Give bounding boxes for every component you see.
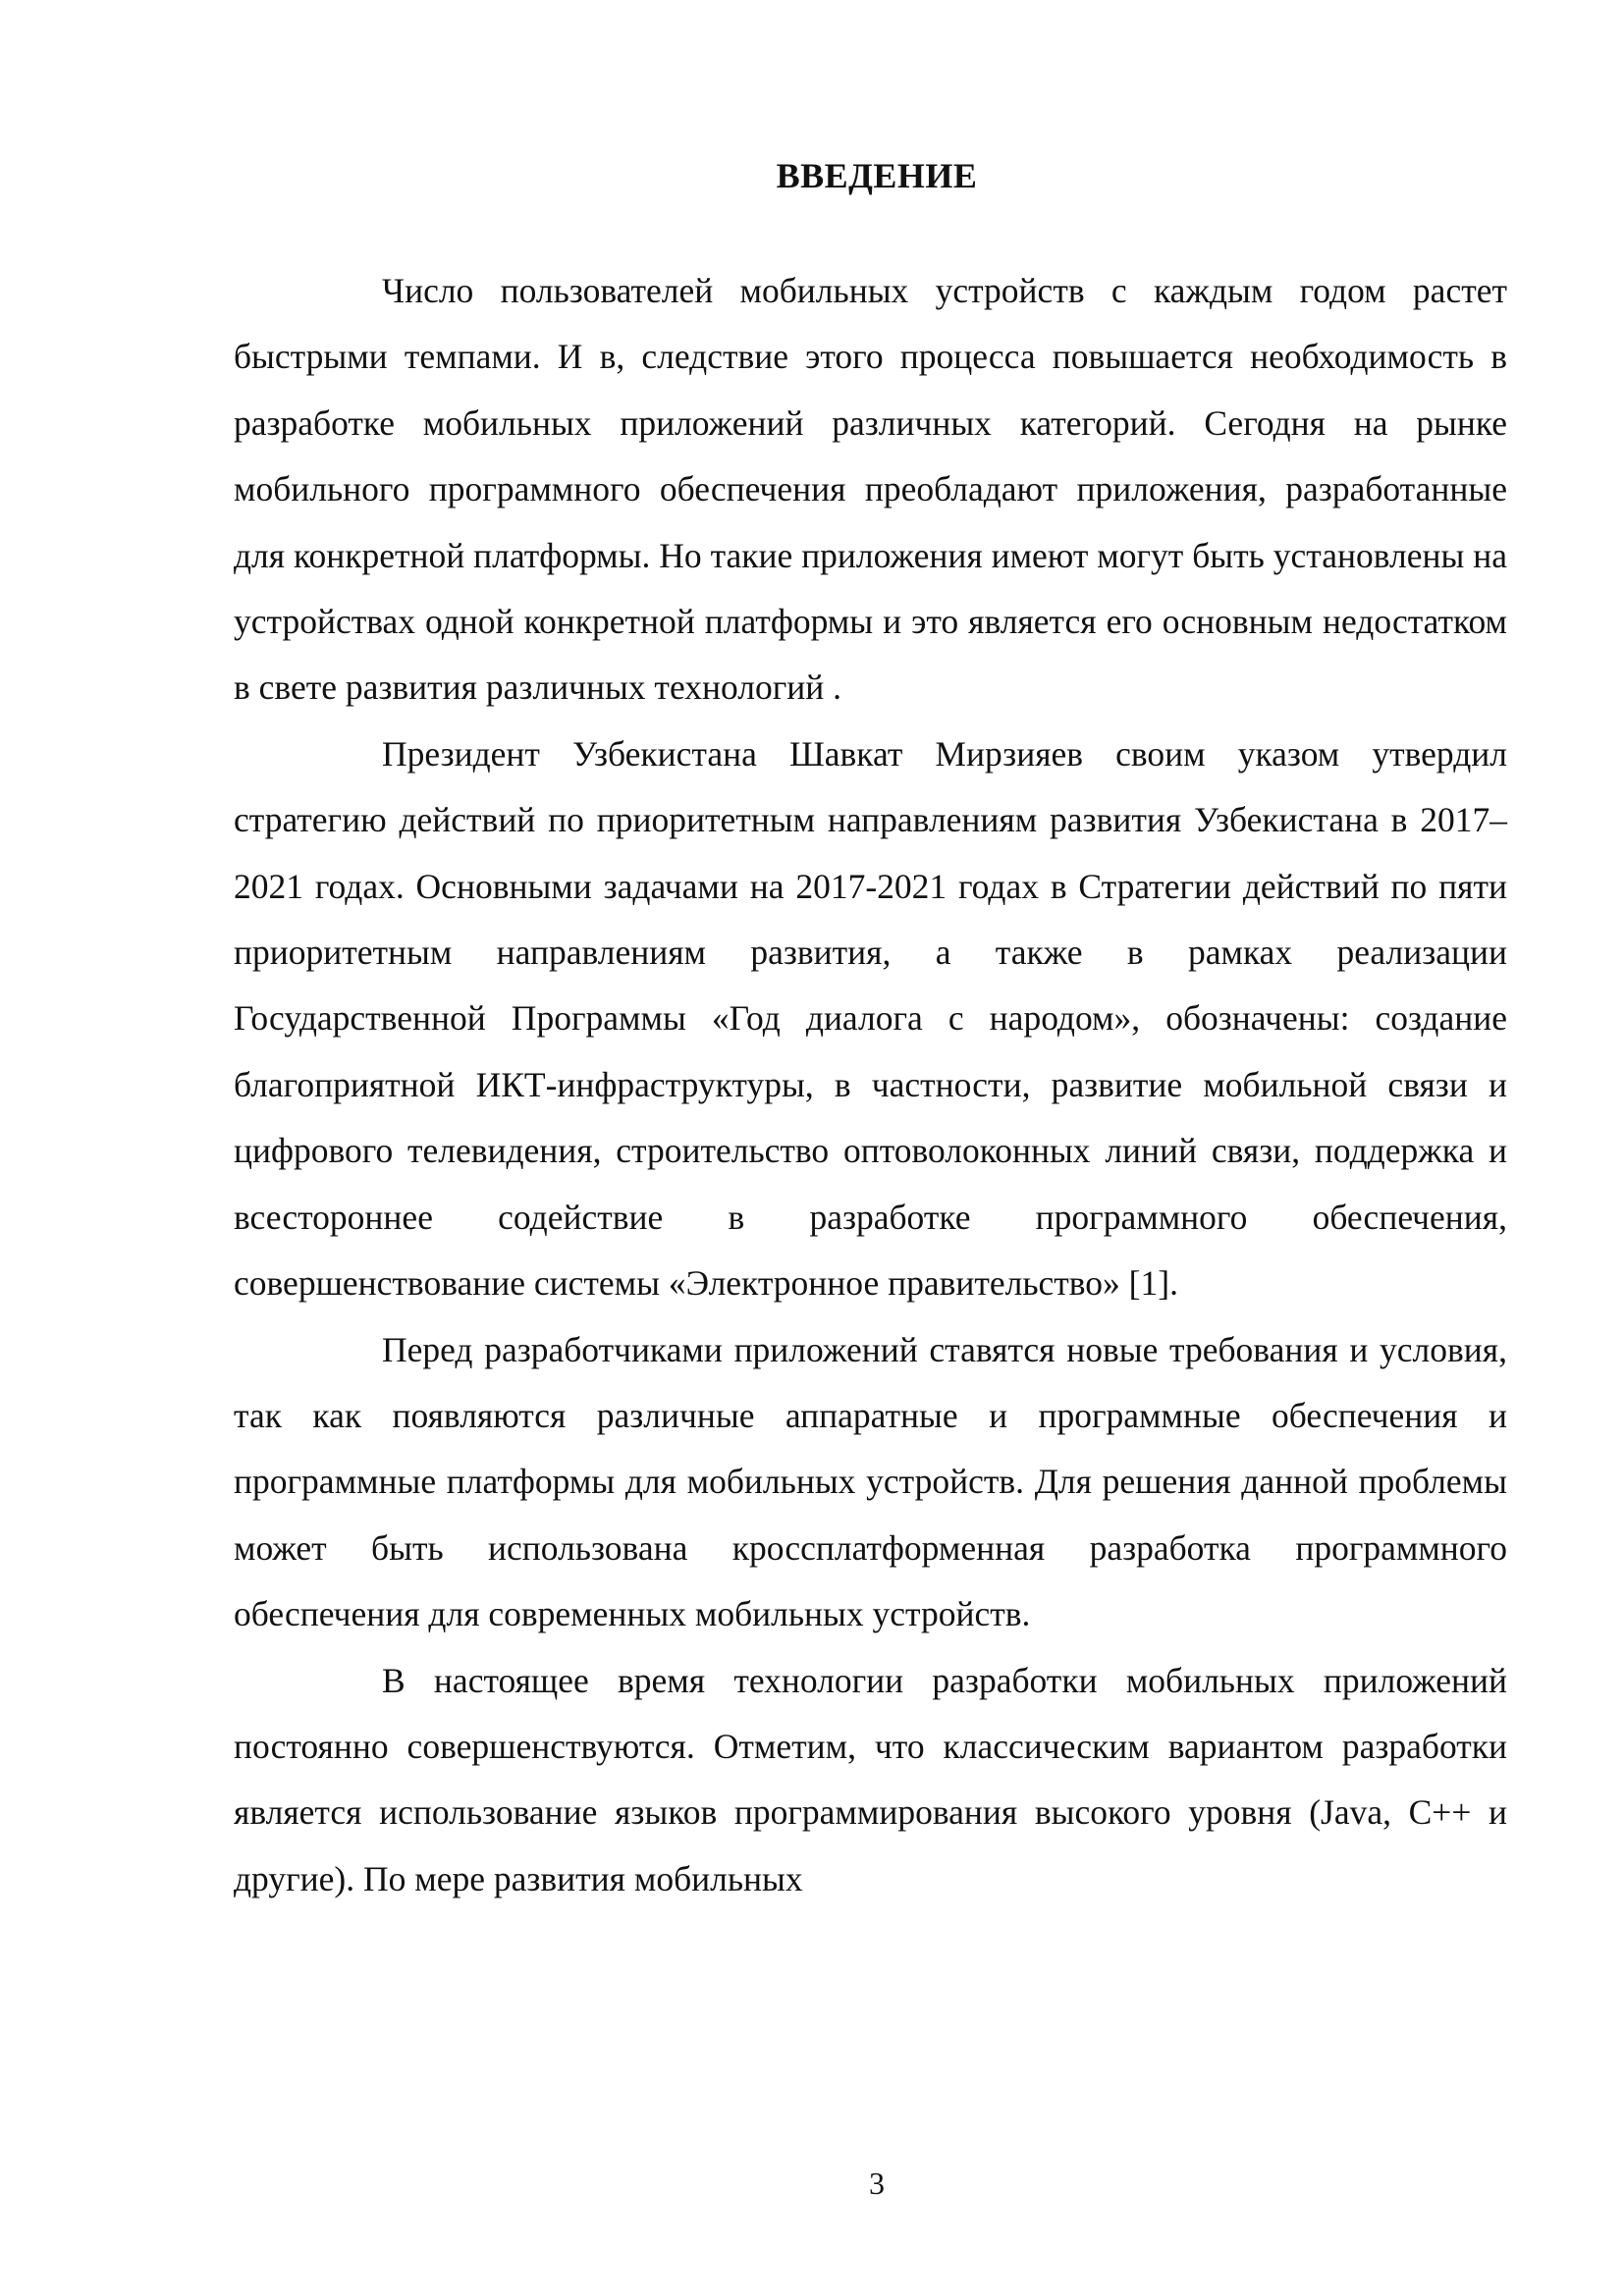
section-heading: ВВЕДЕНИЕ xyxy=(776,156,978,195)
paragraph-2: Президент Узбекистана Шавкат Мирзияев своим указом утвердил стратегию действий по приоритетным направлениям развития Узбекистана в 2017–2021 годах. Основными задачами на 2017-2021 годах в Стратегии действий по пяти приоритетным направлениям развития, а также в рамках реализации Государственной Программы «Год диалога с народом», обозначены: создание благоприятной ИКТ-инфраструктуры, в частности, развитие мобильной связи и цифрового телевидения, строительство оптоволоконных линий связи, поддержка и всестороннее содействие в разработке программного обеспечения, совершенствование системы «Электронное правительство» [1]. xyxy=(234,733,1507,1304)
paragraph-3: Перед разработчиками приложений ставятся новые требования и условия, так как появляются различные аппаратные и программные обеспечения и программные платформы для мобильных устройств. Для решения данной проблемы может быть использована кроссплатформенная разработка программного обеспечения для современных мобильных устройств. xyxy=(234,1329,1507,1634)
body-text xyxy=(234,258,1507,1912)
paragraph-4: В настоящее время технологии разработки мобильных приложений постоянно совершенствуются. Отметим, что классическим вариантом разработки является использование языков программирования высокого уровня (Java, C++ и другие). По мере развития мобильных xyxy=(234,1660,1507,1898)
page-number: 3 xyxy=(869,2165,885,2201)
paragraph-1: Число пользователей мобильных устройств с каждым годом растет быстрыми темпами. И в, следствие этого процесса повышается необходимость в разработке мобильных приложений различных категорий. Сегодня на рынке мобильного программного обеспечения преобладают приложения, разработанные для конкретной платформы. Но такие приложения имеют могут быть установлены на устройствах одной конкретной платформы и это является его основным недостатком в свете развития различных технологий . xyxy=(234,271,1507,708)
